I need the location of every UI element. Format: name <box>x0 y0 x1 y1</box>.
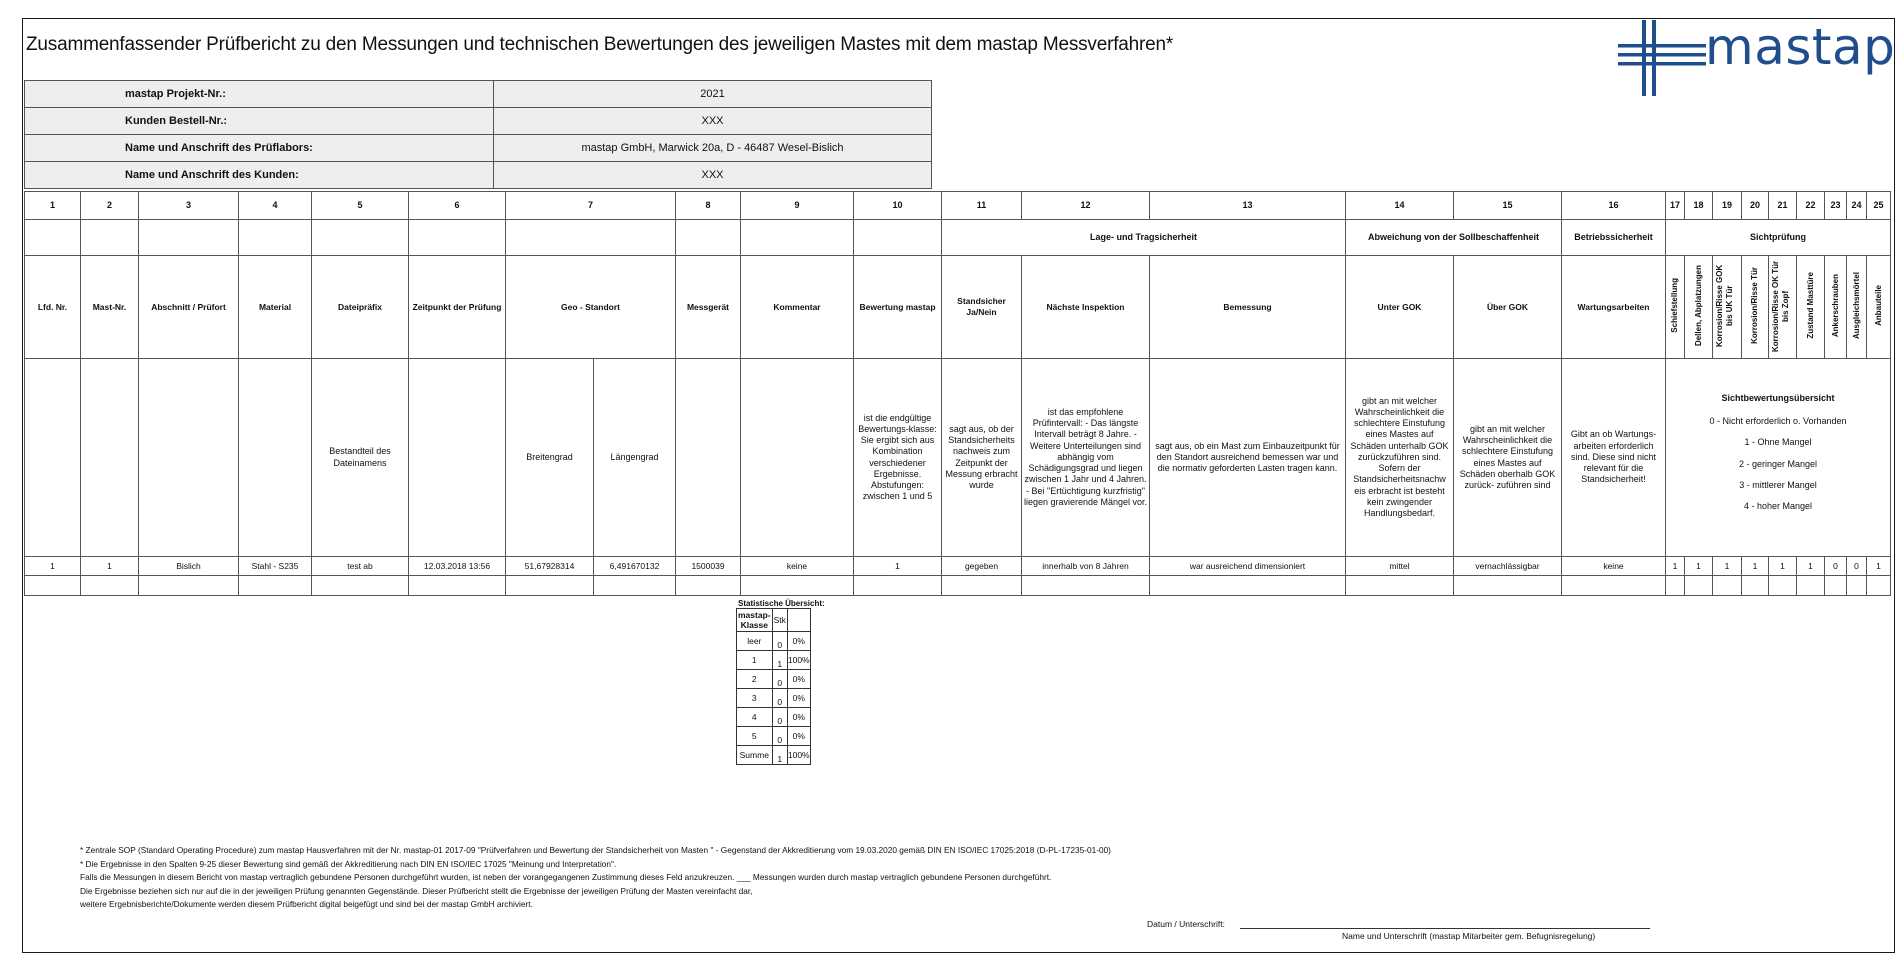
col-number: 17 <box>1666 192 1685 220</box>
table-row <box>25 557 1891 576</box>
stats-percent: 0% <box>787 632 810 651</box>
stats-percent: 0% <box>787 689 810 708</box>
desc-standsicher: sagt aus, ob der Standsicherheits nachweis zum Zeitpunkt der Messung erbracht wurde <box>942 359 1022 557</box>
mastap-logo-text: mastap <box>1705 18 1896 76</box>
group-header-row <box>25 220 1891 256</box>
desc-breite: Breitengrad <box>506 359 594 557</box>
stats-count: 0 <box>772 670 787 689</box>
description-row <box>25 359 1891 557</box>
col-number: 13 <box>1150 192 1346 220</box>
stats-klasse: 2 <box>737 670 773 689</box>
stats-klasse: 4 <box>737 708 773 727</box>
stats-klasse: 5 <box>737 727 773 746</box>
stats-count: 1 <box>772 746 787 765</box>
stats-percent: 0% <box>787 727 810 746</box>
meta-row <box>25 162 932 189</box>
cell-bemessung: war ausreichend dimensioniert <box>1150 557 1346 576</box>
blank-cell <box>409 359 506 557</box>
stats-col-klasse: mastap-Klasse <box>738 610 771 630</box>
cell-zeit: 12.03.2018 13:56 <box>409 557 506 576</box>
desc-bewertung: ist die endgültige Bewertungs-klasse: Sie ergibt sich aus Kombination verschiedener Ergebnisse. Abstufungen: zwischen 1 und 5 <box>854 359 942 557</box>
header-ankerschrauben: Ankerschrauben <box>1830 274 1840 338</box>
stats-percent: 0% <box>787 708 810 727</box>
cell-inspektion: innerhalb von 8 Jahren <box>1022 557 1150 576</box>
cell-material: Stahl - S235 <box>239 557 312 576</box>
col-number: 20 <box>1742 192 1769 220</box>
header-v21 <box>1769 256 1797 359</box>
header-bewertung: Bewertung mastap <box>854 256 942 359</box>
col-number: 8 <box>676 192 741 220</box>
header-zeit: Zeitpunkt der Prüfung <box>409 256 506 359</box>
stats-col-pct <box>787 609 810 632</box>
cell-v19: 1 <box>1713 557 1742 576</box>
cell-v23: 0 <box>1825 557 1847 576</box>
meta-label: Name und Anschrift des Kunden: <box>25 162 494 189</box>
cell-v21: 1 <box>1769 557 1797 576</box>
stats-row <box>737 689 811 708</box>
header-unter: Unter GOK <box>1346 256 1454 359</box>
group-abweichung: Abweichung von der Sollbeschaffenheit <box>1346 220 1562 256</box>
inspection-table <box>24 191 1891 596</box>
stats-klasse: leer <box>737 632 773 651</box>
overview-item: 4 - hoher Mangel <box>1743 501 1813 511</box>
header-datei: Dateipräfix <box>312 256 409 359</box>
stats-count: 0 <box>772 632 787 651</box>
header-ausgleichsmoertel: Ausgleichsmörtel <box>1851 272 1861 340</box>
footnote: Falls die Messungen in diesem Bericht von mastap vertraglich gebundene Personen durchgeführt wurden, ist neben der vorangegangenen Zustimmung dieses Feld anzukreuzen. ___ Messungen wurden durch mastap vertraglich gebundene Personen durchgeführt. <box>80 872 1052 882</box>
col-number: 19 <box>1713 192 1742 220</box>
desc-datei: Bestandteil des Dateinamens <box>312 359 409 557</box>
header-dellen: Dellen, Abplatzungen <box>1693 265 1703 347</box>
meta-value: XXX <box>494 162 932 189</box>
cell-abschnitt: Bislich <box>139 557 239 576</box>
col-number: 22 <box>1797 192 1825 220</box>
project-meta-table <box>24 80 932 189</box>
header-v22 <box>1797 256 1825 359</box>
group-sicht: Sichtprüfung <box>1666 220 1891 256</box>
col-number: 15 <box>1454 192 1562 220</box>
blank-cell <box>409 220 506 256</box>
header-korrosion-tuer: Korrosion/Risse Tür <box>1750 267 1759 345</box>
col-number: 9 <box>741 192 854 220</box>
column-header-row <box>25 256 1891 359</box>
stats-klasse: 1 <box>737 651 773 670</box>
cell-unter: mittel <box>1346 557 1454 576</box>
header-abschnitt: Abschnitt / Prüfort <box>139 256 239 359</box>
footnote: * Zentrale SOP (Standard Operating Procedure) zum mastap Hausverfahren mit der Nr. mastap-01 2017-09 "Prüfverfahren und Bewertung der Standsicherheit von Masten " - Gegenstand der Akkreditierung vom 19.03.2020 gemäß DIN EN ISO/IEC 17025:2018 (D-PL-17235-01-00) <box>80 845 1111 855</box>
header-standsicher: Standsicher Ja/Nein <box>942 256 1022 359</box>
header-kommentar: Kommentar <box>741 256 854 359</box>
stats-count: 0 <box>772 689 787 708</box>
header-v17 <box>1666 256 1685 359</box>
footnote: weitere Ergebnisberichte/Dokumente werden diesem Prüfbericht digital beigefügt und sind bei der mastap GmbH archiviert. <box>80 899 533 909</box>
footnote: Die Ergebnisse beziehen sich nur auf die in der jeweiligen Prüfung genannten Gegenstände. Dieser Prüfbericht stellt die Ergebnisse der jeweiligen Prüfung der Masten vereinfacht dar, <box>80 885 753 896</box>
stats-count: 0 <box>772 708 787 727</box>
stats-klasse: Summe <box>737 746 773 765</box>
header-korrosion-zopf: Korrosion/Risse OK Tür bis Zopf <box>1770 260 1790 352</box>
meta-value: mastap GmbH, Marwick 20a, D - 46487 Wesel-Bislich <box>494 135 932 162</box>
stats-count: 1 <box>772 651 787 670</box>
cell-v20: 1 <box>1742 557 1769 576</box>
blank-cell <box>312 220 409 256</box>
header-geo: Geo - Standort <box>506 256 676 359</box>
overview-item: 0 - Nicht erforderlich o. Vorhanden <box>1709 416 1847 426</box>
blank-cell <box>741 359 854 557</box>
sicht-overview <box>1666 359 1891 557</box>
col-number: 21 <box>1769 192 1797 220</box>
cell-bewertung: 1 <box>854 557 942 576</box>
cell-breite: 51,67928314 <box>506 557 594 576</box>
header-v23 <box>1825 256 1847 359</box>
stats-count: 0 <box>772 727 787 746</box>
stats-percent: 100% <box>787 746 810 765</box>
stats-row <box>737 651 811 670</box>
col-number: 23 <box>1825 192 1847 220</box>
blank-cell <box>139 220 239 256</box>
meta-value: 2021 <box>494 81 932 108</box>
cell-kommentar: keine <box>741 557 854 576</box>
signature-line[interactable] <box>1240 928 1650 929</box>
cell-datei: test ab <box>312 557 409 576</box>
header-v20 <box>1742 256 1769 359</box>
cell-v17: 1 <box>1666 557 1685 576</box>
col-number: 24 <box>1847 192 1867 220</box>
cell-standsicher: gegeben <box>942 557 1022 576</box>
stats-row <box>737 632 811 651</box>
overview-item: 3 - mittlerer Mangel <box>1739 479 1817 490</box>
blank-cell <box>239 359 312 557</box>
col-number: 7 <box>506 192 676 220</box>
desc-laenge: Längengrad <box>594 359 676 557</box>
overview-item: 2 - geringer Mangel <box>1738 458 1818 469</box>
header-v19 <box>1713 256 1742 359</box>
meta-row <box>25 81 932 108</box>
mastap-logo <box>1610 18 1896 98</box>
col-number: 11 <box>942 192 1022 220</box>
cell-v18: 1 <box>1685 557 1713 576</box>
col-number: 16 <box>1562 192 1666 220</box>
stats-klasse: 3 <box>737 689 773 708</box>
footnote: * Die Ergebnisse in den Spalten 9-25 dieser Bewertung sind gemäß der Akkreditierung nach DIN EN ISO/IEC 17025 "Meinung und Interpretation". <box>80 858 617 869</box>
stats-header-row <box>737 609 811 632</box>
cell-laenge: 6,491670132 <box>594 557 676 576</box>
group-lage: Lage- und Tragsicherheit <box>942 220 1346 256</box>
stats-col-stk: Stk <box>772 609 787 632</box>
header-inspektion: Nächste Inspektion <box>1022 256 1150 359</box>
meta-row <box>25 108 932 135</box>
overview-title: Sichtbewertungsübersicht <box>1721 392 1835 403</box>
col-number: 3 <box>139 192 239 220</box>
header-ueber: Über GOK <box>1454 256 1562 359</box>
blank-cell <box>676 220 741 256</box>
desc-unter: gibt an mit welcher Wahrscheinlichkeit die schlechtere Einstufung eines Mastes auf Schäden unterhalb GOK zurückzuführen sind. Sofern der Standsicherheitsnachw eis erbracht ist besteht kein zwingender Handlungsbedarf. <box>1346 359 1454 557</box>
col-number: 25 <box>1867 192 1891 220</box>
stats-percent: 100% <box>787 651 810 670</box>
cell-v22: 1 <box>1797 557 1825 576</box>
cell-mast: 1 <box>81 557 139 576</box>
header-v18 <box>1685 256 1713 359</box>
header-v25 <box>1867 256 1891 359</box>
header-wartung: Wartungsarbeiten <box>1562 256 1666 359</box>
col-number: 18 <box>1685 192 1713 220</box>
signature-label: Datum / Unterschrift: <box>1147 919 1225 929</box>
blank-cell <box>239 220 312 256</box>
stats-row <box>737 746 811 765</box>
stats-row <box>737 670 811 689</box>
col-number: 12 <box>1022 192 1150 220</box>
blank-cell <box>25 359 81 557</box>
cell-mess: 1500039 <box>676 557 741 576</box>
blank-cell <box>506 220 676 256</box>
stats-percent: 0% <box>787 670 810 689</box>
report-title: Zusammenfassender Prüfbericht zu den Messungen und technischen Bewertungen des jeweiligen Mastes mit dem mastap Messverfahren* <box>26 34 1174 55</box>
mastap-logo-icon <box>1610 18 1710 98</box>
col-number: 10 <box>854 192 942 220</box>
header-korrosion-gok: Korrosion/Risse GOK bis UK Tür <box>1715 264 1734 347</box>
col-number: 1 <box>25 192 81 220</box>
cell-lfd: 1 <box>25 557 81 576</box>
header-mess: Messgerät <box>676 256 741 359</box>
header-schiefstellung: Schiefstellung <box>1670 278 1679 334</box>
blank-cell <box>81 359 139 557</box>
col-number: 2 <box>81 192 139 220</box>
header-bemessung: Bemessung <box>1150 256 1346 359</box>
header-v24 <box>1847 256 1867 359</box>
blank-cell <box>854 220 942 256</box>
column-number-row <box>25 192 1891 220</box>
blank-cell <box>25 220 81 256</box>
meta-label: mastap Projekt-Nr.: <box>25 81 494 108</box>
cell-wartung: keine <box>1562 557 1666 576</box>
stats-caption: Statistische Übersicht: <box>738 599 825 608</box>
blank-cell <box>741 220 854 256</box>
col-number: 5 <box>312 192 409 220</box>
blank-cell <box>81 220 139 256</box>
col-number: 14 <box>1346 192 1454 220</box>
blank-cell <box>676 359 741 557</box>
blank-cell <box>139 359 239 557</box>
desc-ueber: gibt an mit welcher Wahrscheinlichkeit die schlechtere Einstufung eines Mastes auf Schäden oberhalb GOK zurück- zuführen sind <box>1454 359 1562 557</box>
group-betrieb: Betriebssicherheit <box>1562 220 1666 256</box>
meta-label: Kunden Bestell-Nr.: <box>25 108 494 135</box>
desc-inspektion: ist das empfohlene Prüfintervall: - Das längste Intervall beträgt 8 Jahre. - Weitere Unterteilungen sind abhängig vom Schädigungsgrad und liegen zwischen 1 Jahr und 4 Jahren. - Bei "Ertüchtigung kurzfristig" liegen gravierende Mängel vor. <box>1022 359 1150 557</box>
stats-row <box>737 727 811 746</box>
header-material: Material <box>239 256 312 359</box>
cell-ueber: vernachlässigbar <box>1454 557 1562 576</box>
meta-label: Name und Anschrift des Prüflabors: <box>25 135 494 162</box>
col-number: 6 <box>409 192 506 220</box>
signature-caption: Name und Unterschrift (mastap Mitarbeiter gem. Befugnisregelung) <box>1342 931 1596 941</box>
empty-row <box>25 576 1891 596</box>
cell-v25: 1 <box>1867 557 1891 576</box>
col-number: 4 <box>239 192 312 220</box>
stats-row <box>737 708 811 727</box>
cell-v24: 0 <box>1847 557 1867 576</box>
meta-value: XXX <box>494 108 932 135</box>
meta-row <box>25 135 932 162</box>
footnotes <box>80 844 1111 912</box>
desc-wartung: Gibt an ob Wartungs-arbeiten erforderlich sind. Diese sind nicht relevant für die Standsicherheit! <box>1562 359 1666 557</box>
header-lfd: Lfd. Nr. <box>25 256 81 359</box>
overview-item: 1 - Ohne Mangel <box>1744 437 1812 448</box>
desc-bemessung: sagt aus, ob ein Mast zum Einbauzeitpunkt für den Standort ausreichend bemessen war und die normativ geforderten Lasten tragen kann. <box>1150 359 1346 557</box>
header-mast: Mast-Nr. <box>81 256 139 359</box>
stats-table <box>736 608 811 765</box>
header-masttuere: Zustand Masttüre <box>1805 272 1815 340</box>
header-anbauteile: Anbauteile <box>1873 285 1883 327</box>
